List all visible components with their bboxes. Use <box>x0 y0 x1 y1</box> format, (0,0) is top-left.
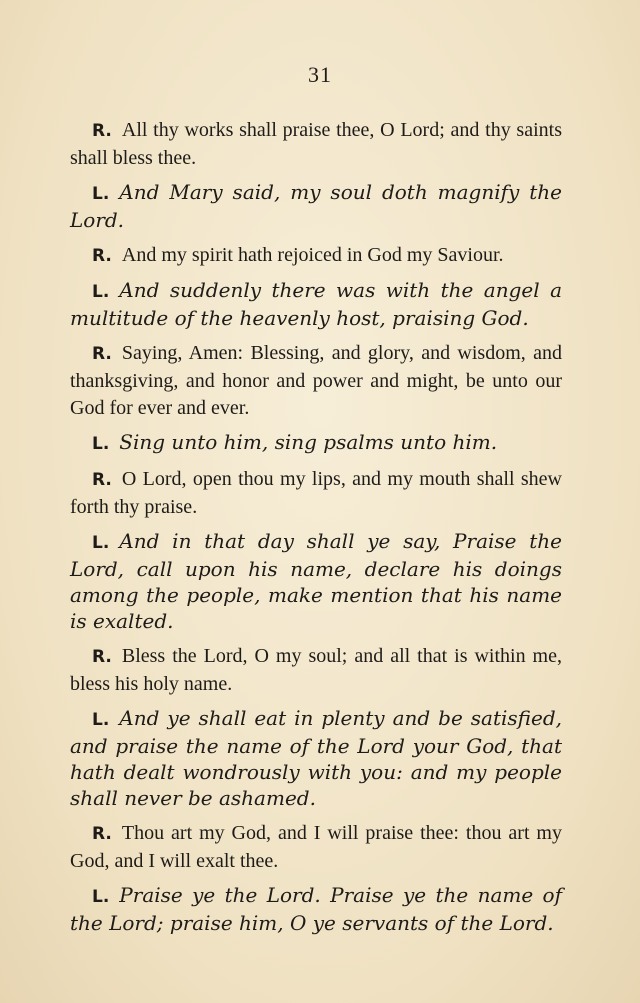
verse-text: Sing unto him, sing psalms unto him. <box>119 430 498 454</box>
verse-response <box>70 465 562 520</box>
verse-leader <box>70 179 562 233</box>
verse-response <box>70 116 562 171</box>
speaker-label: R. <box>92 824 112 844</box>
speaker-label: L. <box>92 282 110 302</box>
verse-leader <box>70 429 562 457</box>
verse-response <box>70 819 562 874</box>
verse-text: Thou art my God, and I will praise thee: thou art my God, and I will exalt thee. <box>70 822 562 872</box>
speaker-label: L. <box>92 533 110 553</box>
verse-text: Saying, Amen: Blessing, and glory, and wisdom, and thanksgiving, and honor and power and might, be unto our God for ever and ever. <box>70 342 562 419</box>
verse-text: All thy works shall praise thee, O Lord; and thy saints shall bless thee. <box>70 119 562 169</box>
verse-text: Praise ye the Lord. Praise ye the name of the Lord; praise him, O ye servants of the Lord. <box>70 883 562 935</box>
responsive-reading <box>70 116 562 944</box>
speaker-label: L. <box>92 434 110 454</box>
verse-response <box>70 339 562 421</box>
speaker-label: R. <box>92 246 112 266</box>
verse-text: O Lord, open thou my lips, and my mouth shall shew forth thy praise. <box>70 468 562 518</box>
verse-text: And suddenly there was with the angel a multitude of the heavenly host, praising God. <box>70 278 562 330</box>
verse-text: Bless the Lord, O my soul; and all that is within me, bless his holy name. <box>70 645 562 695</box>
verse-response <box>70 642 562 697</box>
speaker-label: R. <box>92 647 112 667</box>
page-number: 31 <box>308 62 332 87</box>
verse-leader <box>70 882 562 936</box>
verse-text: And in that day shall ye say, Praise the Lord, call upon his name, declare his doings among the people, make mention that his name is exalted. <box>70 529 562 633</box>
speaker-label: R. <box>92 344 112 364</box>
verse-leader <box>70 277 562 331</box>
verse-response <box>70 241 562 269</box>
verse-leader <box>70 705 562 811</box>
verse-text: And Mary said, my soul doth magnify the Lord. <box>70 180 562 232</box>
speaker-label: L. <box>92 710 110 730</box>
speaker-label: L. <box>92 887 110 907</box>
verse-text: And ye shall eat in plenty and be satisfied, and praise the name of the Lord your God, that hath dealt wondrously with you: and my people shall never be ashamed. <box>70 706 562 810</box>
speaker-label: R. <box>92 470 112 490</box>
speaker-label: L. <box>92 184 110 204</box>
speaker-label: R. <box>92 121 112 141</box>
verse-leader <box>70 528 562 634</box>
verse-text: And my spirit hath rejoiced in God my Saviour. <box>121 244 504 266</box>
